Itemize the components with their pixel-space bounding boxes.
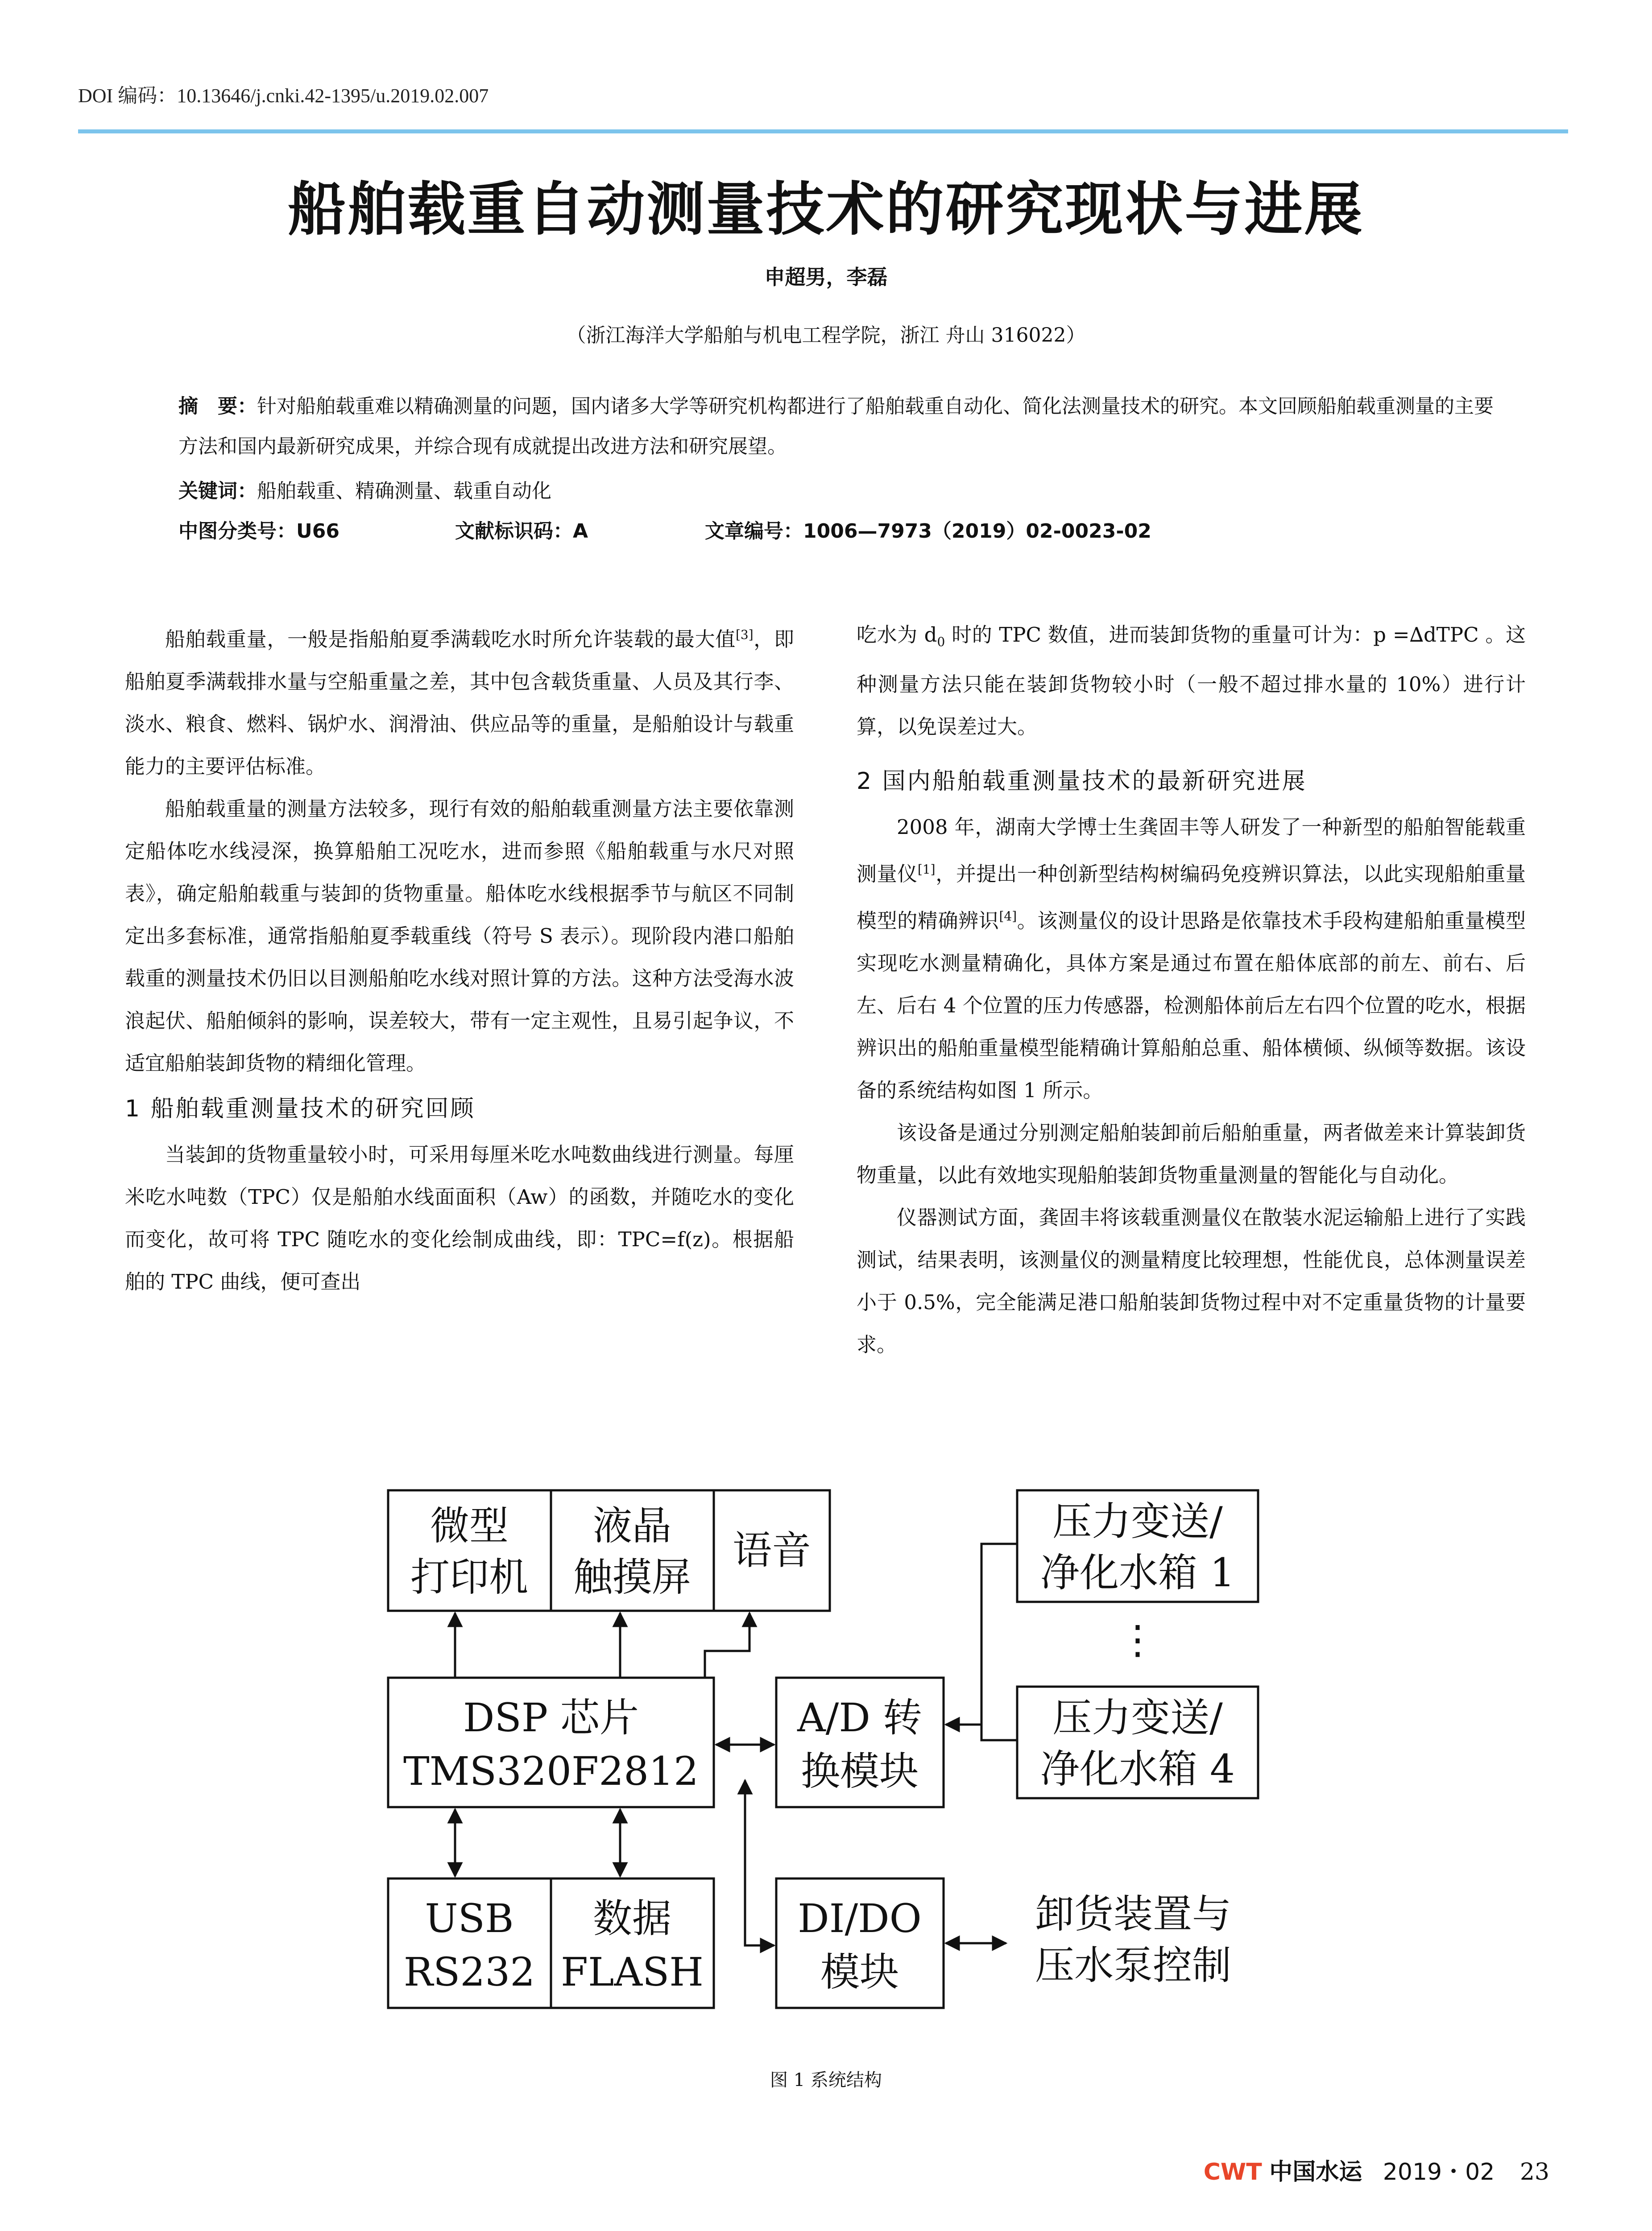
keywords-text: 船舶载重、精确测量、载重自动化 (257, 480, 551, 502)
pressure-4-label: 净化水箱 4 (1040, 1746, 1235, 1792)
paragraph: 吃水为 $d_0$ 时的 TPC 数值，进而装卸货物的重量可计为：p =∆dTPC 。这种测量方法只能在装卸货物较小时（一般不超过排水量的 10%）进行计算，以免误差过大。 (857, 623, 1526, 738)
paragraph: 船舶载重量的测量方法较多，现行有效的船舶载重测量方法主要依靠测定船体吃水线浸深，换算船舶工况吃水，进而参照《船舶载重与水尺对照表》，确定船舶载重与装卸的货物重量。船体吃水线根据季节与航区不同制定出多套标准，通常指船舶夏季载重线（符号 S 表示）。现阶段内港口船舶载重的测量技术仍旧以目测船舶吃水线对照计算的方法。这种方法受海水波浪起伏、船舶倾斜的影响，误差较大，带有一定主观性，且易引起争议，不适宜船舶装卸货物的精细化管理。 (125, 797, 794, 1075)
pressure-1-label: 净化水箱 1 (1040, 1550, 1235, 1596)
citation: [4] (999, 909, 1017, 924)
voice-label: 语音 (732, 1527, 812, 1573)
authors: 申超男，李磊 (764, 265, 888, 289)
cwt-logo: CWT (1203, 2159, 1262, 2185)
dsp-label: TMS320F2812 (403, 1748, 699, 1794)
article-number: 文章编号：1006—7973（2019）02-0023-02 (705, 520, 1151, 543)
keywords (178, 471, 1499, 511)
citation: [1] (917, 862, 936, 877)
system-structure-diagram (370, 1477, 1276, 2057)
ad-label: 换模块 (800, 1748, 919, 1794)
flash-label: 数据 (592, 1895, 672, 1941)
doi-line: DOI 编码：10.13646/j.cnki.42-1395/u.2019.02.007 (78, 85, 489, 107)
figure-caption: 图 1 系统结构 (770, 2070, 882, 2090)
unload-label: 压水泵控制 (1035, 1942, 1232, 1988)
lcd-label: 液晶 (592, 1503, 672, 1549)
issue: 2019・02 (1383, 2159, 1495, 2185)
unload-label: 卸货装置与 (1035, 1891, 1232, 1937)
document-code: 文献标识码：A (455, 520, 588, 543)
printer-label: 打印机 (410, 1554, 529, 1600)
pressure-1-label: 压力变送/ (1052, 1498, 1223, 1544)
abstract-label: 摘 要： (178, 395, 257, 418)
paragraph: 该设备是通过分别测定船舶装卸前后船舶重量，两者做差来计算装卸货物重量，以此有效地实现船舶装卸货物重量测量的智能化与自动化。 (857, 1121, 1526, 1187)
citation: [3] (735, 627, 754, 642)
paragraph: 当装卸的货物重量较小时，可采用每厘米吃水吨数曲线进行测量。每厘米吃水吨数（TPC）仅是船舶水线面面积（Aw）的函数，并随吃水的变化而变化，故可将 TPC 随吃水的变化绘制成曲线，即：TPC=f(z)。根据船舶的 TPC 曲线，便可查出 (125, 1143, 794, 1294)
header-rule (78, 129, 1568, 133)
clc-number: 中图分类号：U66 (178, 520, 340, 543)
paragraph: 船舶载重量，一般是指船舶夏季满载吃水时所允许装载的最大值[3]，即船舶夏季满载排水量与空船重量之差，其中包含载货重量、人员及其行李、淡水、粮食、燃料、锅炉水、润滑油、供应品等的重量，是船舶设计与载重能力的主要评估标准。 (125, 627, 794, 778)
abstract (178, 386, 1499, 467)
ad-label: A/D 转 (797, 1695, 922, 1741)
dido-label: 模块 (820, 1949, 899, 1995)
right-column (857, 614, 1526, 1366)
flash-label: FLASH (560, 1949, 704, 1995)
journal-name: 中国水运 (1269, 2158, 1362, 2185)
section-heading-2: 2 国内船舶载重测量技术的最新研究进展 (857, 768, 1307, 795)
page-number: 23 (1520, 2159, 1549, 2185)
ellipsis-dots: ⋮ (1118, 1617, 1157, 1663)
classification-line (178, 511, 1499, 552)
usb-label: USB (425, 1895, 514, 1941)
dsp-label: DSP 芯片 (463, 1695, 639, 1741)
paper-title: 船舶载重自动测量技术的研究现状与进展 (288, 175, 1364, 243)
section-heading-1: 1 船舶载重测量技术的研究回顾 (125, 1095, 476, 1122)
dido-label: DI/DO (798, 1895, 922, 1941)
lcd-label: 触摸屏 (573, 1554, 691, 1600)
printer-label: 微型 (430, 1503, 509, 1549)
usb-label: RS232 (403, 1949, 535, 1995)
page-footer (1204, 2153, 1549, 2186)
keywords-label: 关键词： (178, 480, 257, 502)
abstract-text: 针对船舶载重难以精确测量的问题，国内诸多大学等研究机构都进行了船舶载重自动化、简化法测量技术的研究。本文回顾船舶载重测量的主要方法和国内最新研究成果，并综合现有成就提出改进方法和研究展望。 (178, 395, 1494, 458)
affiliation: （浙江海洋大学船舶与机电工程学院，浙江 舟山 316022） (566, 324, 1086, 347)
paragraph: 2008 年，湖南大学博士生龚固丰等人研发了一种新型的船舶智能载重测量仪[1]，并提出一种创新型结构树编码免疫辨识算法，以此实现船舶重量模型的精确辨识[4]。该测量仪的设计思路是依靠技术手段构建船舶重量模型实现吃水测量精确化，具体方案是通过布置在船体底部的前左、前右、后左、后右 4 个位置的压力传感器，检测船体前后左右四个位置的吃水，根据辨识出的船舶重量模型能精确计算船舶总重、船体横倾、纵倾等数据。该设备的系统结构如图 1 所示。 (857, 815, 1526, 1102)
left-column (125, 614, 794, 1303)
pressure-4-label: 压力变送/ (1052, 1695, 1223, 1741)
paragraph: 仪器测试方面，龚固丰将该载重测量仪在散装水泥运输船上进行了实践测试，结果表明，该测量仪的测量精度比较理想，性能优良，总体测量误差小于 0.5%，完全能满足港口船舶装卸货物过程中对不定重量货物的计量要求。 (857, 1206, 1526, 1356)
